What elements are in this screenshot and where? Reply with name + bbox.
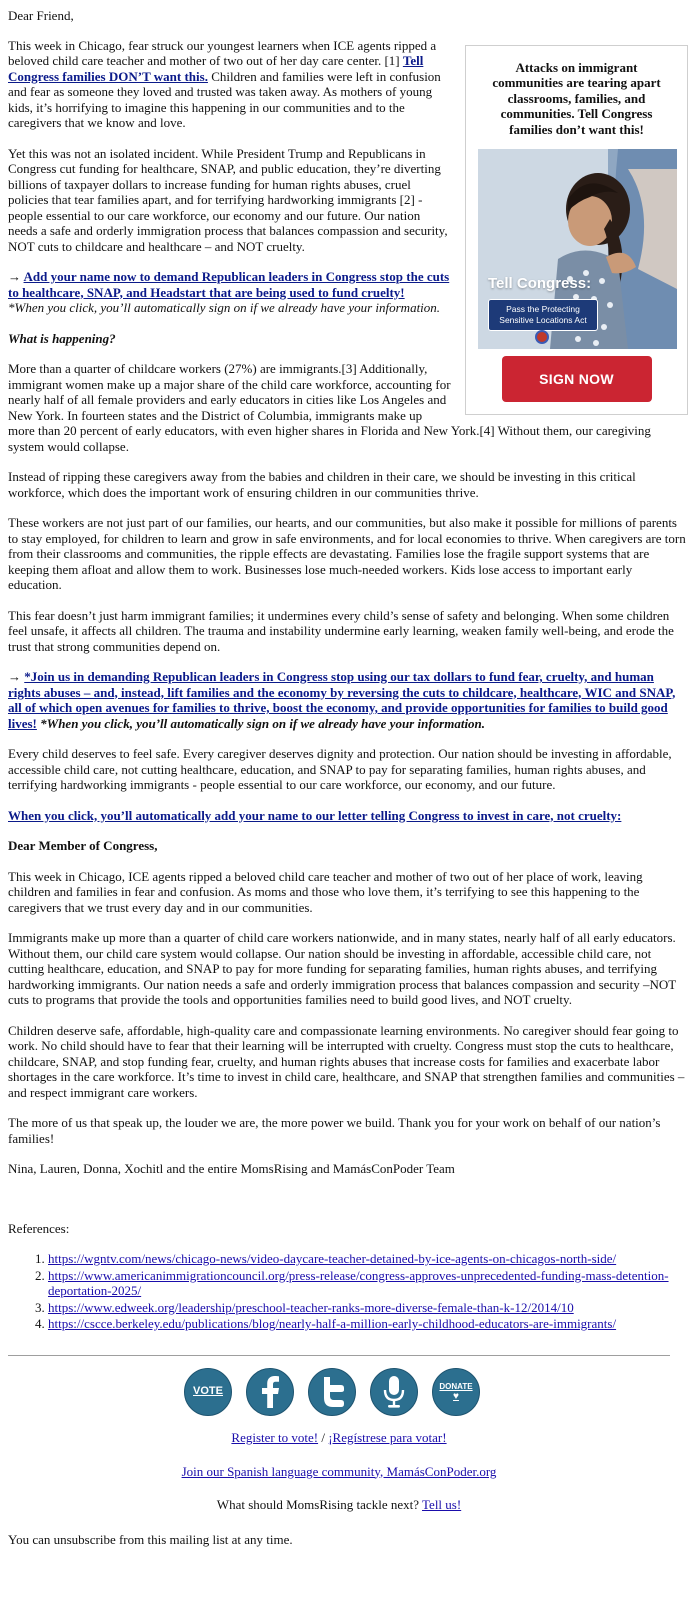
- tell-congress-link[interactable]: Tell Congress families DON’T want this.: [8, 53, 424, 84]
- register-row: [8, 1430, 670, 1446]
- vote-icon-label: VOTE: [193, 1385, 223, 1398]
- paragraph-ripple: These workers are not just part of our families, our hearts, and our communities, but also make it possible for millions of parents to stay employed, for children to learn and grow in safe environments, and for local economies to thrive. When caregivers are torn from their classrooms and communities, the ripple effects are devastating. Families lose the fragile support systems that are keeping them afloat and allow them to work. Businesses lose much-needed workers. Kids lose access to important early education.: [8, 515, 686, 592]
- reference-link[interactable]: https://www.edweek.org/leadership/preschool-teacher-ranks-more-diverse-female-than-k-12/2014/10: [48, 1299, 574, 1315]
- arrow-icon: →: [8, 669, 25, 684]
- tackle-text: What should MomsRising tackle next?: [216, 1497, 423, 1512]
- paragraph-every-child: Every child deserves to feel safe. Every caregiver deserves dignity and protection. Our nation should be investing in affordable, accessible child care, not cutting healthcare, education, and SNAP to pay for separating families, human rights abuses, and terrifying hardworking immigrants - people essential to our care workforce, our economy, and our future.: [8, 746, 672, 792]
- unsubscribe-note: You can unsubscribe from this mailing list at any time.: [8, 1532, 293, 1547]
- reference-item: [48, 1268, 688, 1299]
- letter-paragraph-1: This week in Chicago, ICE agents ripped a beloved child care teacher and mother of two out of her place of work, leaving children and families in fear and confusion. As moms and those who love them, it’s terrifying to see this happening to the caregivers that we trust every day and in our communities.: [8, 868, 643, 915]
- twitter-glyph: [319, 1377, 345, 1407]
- registrese-link[interactable]: ¡Regístrese para votar!: [328, 1430, 447, 1445]
- email-body: [8, 8, 688, 1347]
- social-icons: [184, 1368, 484, 1416]
- intro-text-2: Children and families were left in confusion and fear as someone they loved and trusted was taken away. As mothers of young kids, it’s horrifying to imagine this happening in our communities and to the caregivers that we know and love.: [8, 68, 441, 130]
- heart-icon: ♥: [453, 1391, 459, 1402]
- letter-intro: [8, 808, 688, 824]
- auto-sign-note: *When you click, you’ll automatically sign on if we already have your information.: [8, 300, 441, 315]
- reference-link[interactable]: https://wgntv.com/news/chicago-news/video-daycare-teacher-detained-by-ice-agents-on-chicagos-north-side/: [48, 1251, 617, 1266]
- what-is-happening-heading: What is happening?: [8, 330, 116, 346]
- tell-us-link[interactable]: Tell us!: [422, 1497, 462, 1512]
- seal-icon: [535, 330, 549, 344]
- facebook-glyph: [260, 1376, 280, 1408]
- cta-petition-2: [8, 669, 688, 731]
- callout-image[interactable]: [478, 149, 677, 349]
- twitter-icon[interactable]: [308, 1368, 356, 1416]
- footer-links: [8, 1430, 670, 1531]
- paragraph-invest: Instead of ripping these caregivers away from the babies and children in their care, we should be investing in this critical workforce, which does the important work of ensuring children in our communities thrive.: [8, 469, 636, 500]
- join-demand-link[interactable]: *Join us in demanding Republican leaders in Congress stop using our tax dollars to fund fear, cruelty, and human rights abuses – and, instead, lift families and the economy by reversing the cuts to childcare, healthcare, WIC and SNAP, all of which open avenues for families to thrive, boost the economy, and provide opportunities for families to build good lives!: [8, 669, 676, 731]
- reference-item: [48, 1251, 688, 1267]
- paragraph-fear: This fear doesn’t just harm immigrant families; it undermines every child’s sense of safety and belonging. When some children feel unsafe, it affects all children. The trauma and instability undermine early learning, weaken family well-being, and erode the trust that strong communities depend on.: [8, 607, 674, 654]
- reference-item: [48, 1316, 688, 1332]
- register-separator: /: [318, 1430, 329, 1445]
- sign-callout: [465, 45, 688, 416]
- arrow-icon: →: [8, 269, 24, 284]
- reference-item: [48, 1300, 688, 1316]
- tackle-row: [8, 1497, 670, 1513]
- greeting: Dear Friend,: [8, 8, 74, 23]
- donate-icon-label: DONATE: [439, 1382, 473, 1391]
- callout-title: Attacks on immigrant communities are tearing apart classrooms, families, and communities. Tell Congress families don’t want this!: [492, 59, 661, 137]
- paragraph-funding: Yet this was not an isolated incident. While President Trump and Republicans in Congress cut funding for healthcare, SNAP, and public education, they’re diverting billions of taxpayer dollars to increase funding for human rights abuses, cruel policies that tear families apart, and for terrifying hardworking immigrants [2] - people essential to our care workforce, our economy and our future. Our nation needs a safe and orderly immigration process that balances compassion and security, NOT cuts to childcare and healthcare – and NOT cruelty.: [8, 145, 448, 254]
- intro-text-1: This week in Chicago, fear struck our youngest learners when ICE agents ripped a beloved child care teacher and mother of two out of her day care center. [1]: [8, 37, 437, 68]
- letter-paragraph-3: Children deserve safe, affordable, high-quality care and compassionate learning environments. No caregiver should fear going to work. No child should have to fear that their learning will be interrupted with cruelty. Congress must stop the cuts to healthcare, childcare, SNAP, and stop funding fear, cruelty, and human rights abuses that increase costs for families and exacerbate labor shortages in the care workforce. It’s time to invest in child care, healthcare, and SNAP that strengthen families and communities – and respect immigrant care workers.: [8, 1022, 685, 1100]
- signoff: Nina, Lauren, Donna, Xochitl and the entire MomsRising and MamásConPoder Team: [8, 1161, 455, 1176]
- reference-link[interactable]: https://cscce.berkeley.edu/publications/blog/nearly-half-a-million-early-childhood-educators-are-immigrants/: [48, 1316, 617, 1331]
- references-list: [8, 1251, 688, 1332]
- spanish-community-link[interactable]: Join our Spanish language community, MamásConPoder.org: [181, 1463, 497, 1479]
- paragraph-speak-up: The more of us that speak up, the louder we are, the more power we build. Thank you for your work on behalf of our nation’s families!: [8, 1115, 661, 1146]
- letter-link[interactable]: When you click, you’ll automatically add your name to our letter telling Congress to invest in care, not cruelty:: [8, 807, 622, 823]
- letter-paragraph-2: Immigrants make up more than a quarter of child care workers nationwide, and in many states, nearly half of all early educators. Without them, our child care system would collapse. Our nation should be investing in affordable, accessible child care, not cutting healthcare, education, and SNAP to pay for more funding for separating families, human rights abuses, and terrifying hardworking immigrants. Our nation needs a safe and orderly immigration process that balances compassion and security –NOT cuts to programs that provide the tools and opportunities families need to build good lives, and NOT cruelty.: [8, 930, 677, 1007]
- image-action-badge: Pass the Protecting Sensitive Locations Act: [488, 299, 598, 331]
- microphone-glyph: [383, 1376, 405, 1408]
- references-label: References:: [8, 1220, 70, 1236]
- podcast-icon[interactable]: [370, 1368, 418, 1416]
- add-name-link[interactable]: Add your name now to demand Republican leaders in Congress stop the cuts to healthcare, SNAP, and Headstart that are being used to fund cruelty!: [8, 269, 450, 300]
- donate-icon[interactable]: [432, 1368, 480, 1416]
- facebook-icon[interactable]: [246, 1368, 294, 1416]
- register-link[interactable]: Register to vote!: [231, 1430, 319, 1445]
- footer-divider: [8, 1355, 670, 1356]
- image-headline: Tell Congress:: [488, 275, 592, 292]
- spanish-row: [8, 1464, 670, 1480]
- auto-sign-note-2: *When you click, you’ll automatically sign on if we already have your information.: [36, 715, 486, 731]
- vote-icon[interactable]: [184, 1368, 232, 1416]
- letter-salutation: Dear Member of Congress,: [8, 838, 158, 853]
- reference-link[interactable]: https://www.americanimmigrationcouncil.org/press-release/congress-approves-unprecedented-funding-mass-detention-deportation-2025/: [48, 1267, 669, 1298]
- paragraph-workforce-stats: More than a quarter of childcare workers (27%) are immigrants.[3] Additionally, immigrant women make up a major share of the child care workforce, accounting for nearly half of all female providers and early educators in cities like Los Angeles and New York. In fourteen states and the District of Columbia, immigrants make up more than 20 percent of early educators, with even higher shares in Florida and New York.[4] Without them, our caregiving system would collapse.: [8, 361, 651, 454]
- sign-now-button[interactable]: SIGN NOW: [502, 356, 652, 402]
